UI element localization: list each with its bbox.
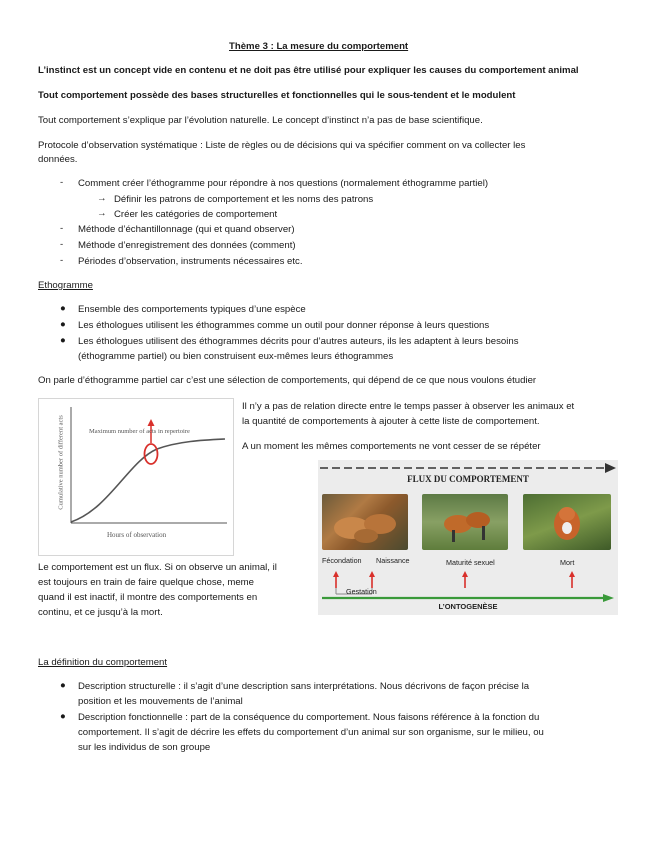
label-naissance: Naissance [376, 556, 410, 565]
definition-functional-line2: comportement. Il s’agit de décrire les effets du comportement d’un animal sur son organisme, sur le milieu, ou [78, 727, 544, 738]
protocol-definition-line1: Protocole d’observation systématique : Liste de règles ou de décisions qui va spécifier comment on va collecter les [38, 140, 526, 151]
flux-comportement-figure [318, 460, 618, 615]
label-fecondation: Fécondation [322, 556, 362, 565]
label-maturite: Maturité sexuel [446, 558, 495, 567]
section-heading-definition: La définition du comportement [38, 657, 168, 668]
bullet-icon: ● [60, 680, 66, 691]
list-marker: - [60, 223, 64, 234]
definition-functional-line3: sur les individus de son groupe [78, 742, 211, 753]
right-text-line2: la quantité de comportements à ajouter à cette liste de comportement. [242, 416, 540, 427]
adult-fox-photo [523, 494, 611, 550]
fox-cubs-photo [322, 494, 408, 550]
definition-structural-line2: position et les mouvements de l’animal [78, 696, 243, 707]
label-mort: Mort [560, 558, 575, 567]
list-marker: - [60, 239, 64, 250]
x-axis-label: Hours of observation [107, 531, 167, 539]
list-marker: - [60, 255, 64, 266]
bullet-icon: ● [60, 711, 66, 722]
right-text-line3: A un moment les mêmes comportements ne vont cesser de se répéter [242, 441, 541, 452]
list-item: Méthode d’échantillonnage (qui et quand observer) [78, 224, 295, 235]
flux-text-line: continu, et ce jusqu’à la mort. [38, 607, 163, 618]
bullet-icon: ● [60, 303, 66, 314]
list-marker: - [60, 177, 64, 188]
protocol-definition-line2: données. [38, 154, 78, 165]
flux-text-line: Le comportement est un flux. Si on observe un animal, il [38, 562, 277, 573]
list-item: Méthode d’enregistrement des données (comment) [78, 240, 296, 251]
flux-title: FLUX DU COMPORTEMENT [407, 474, 529, 484]
list-item: Périodes d’observation, instruments nécessaires etc. [78, 256, 303, 267]
arrow-marker: → [97, 208, 107, 219]
right-text-line1: Il n’y a pas de relation directe entre le temps passer à observer les animaux et [242, 401, 575, 412]
list-item-continuation: (éthogramme partiel) ou bien construisent eux-mêmes leurs éthogrammes [78, 351, 394, 362]
section-heading-ethogramme: Ethogramme [38, 280, 93, 291]
arrow-marker: → [97, 193, 107, 204]
list-item: Ensemble des comportements typiques d’une espèce [78, 304, 306, 315]
foxes-playing-photo [422, 494, 508, 550]
list-item: Les éthologues utilisent des éthogrammes décrits pour d’autres auteurs, ils les adaptent à leurs besoins [78, 336, 519, 347]
bullet-icon: ● [60, 319, 66, 330]
cumulative-acts-figure [38, 398, 234, 556]
definition-structural-line1: Description structurelle : il s’agit d’une description sans interprétations. Nous décrivons de façon précise la [78, 681, 530, 692]
partial-ethogram-note: On parle d’éthogramme partiel car c’est une sélection de comportements, qui dépend de ce que nous voulons étudier [38, 375, 537, 386]
flux-text-line: est toujours en train de faire quelque chose, meme [38, 577, 254, 588]
y-axis-label: Cumulative number of different acts [57, 415, 65, 510]
label-ontogenese: L’ONTOGENÈSE [438, 602, 498, 611]
page-title: Thème 3 : La mesure du comportement [229, 41, 409, 52]
definition-functional-line1: Description fonctionnelle : part de la conséquence du comportement. Nous faisons référence à la fonction du [78, 712, 540, 723]
list-item: Comment créer l’éthogramme pour répondre à nos questions (normalement éthogramme partiel) [78, 178, 489, 189]
bullet-icon: ● [60, 335, 66, 346]
flux-text-line: quand il est inactif, il montre des comportements en [38, 592, 258, 603]
annotation-label: Maximum number of acts in repertoire [89, 428, 190, 435]
list-item: Créer les catégories de comportement [114, 209, 278, 220]
label-gestation: Gestation [346, 587, 377, 596]
list-item: Définir les patrons de comportement et les noms des patrons [114, 194, 374, 205]
statement-instinct: L’instinct est un concept vide en contenu et ne doit pas être utilisé pour expliquer les causes du comportement animal [38, 65, 579, 76]
statement-bases: Tout comportement possède des bases structurelles et fonctionnelles qui le sous-tendent et le modulent [38, 90, 516, 101]
list-item: Les éthologues utilisent les éthogrammes comme un outil pour donner réponse à leurs questions [78, 320, 490, 331]
statement-evolution: Tout comportement s’explique par l’évolution naturelle. Le concept d’instinct n’a pas de base scientifique. [38, 115, 483, 126]
